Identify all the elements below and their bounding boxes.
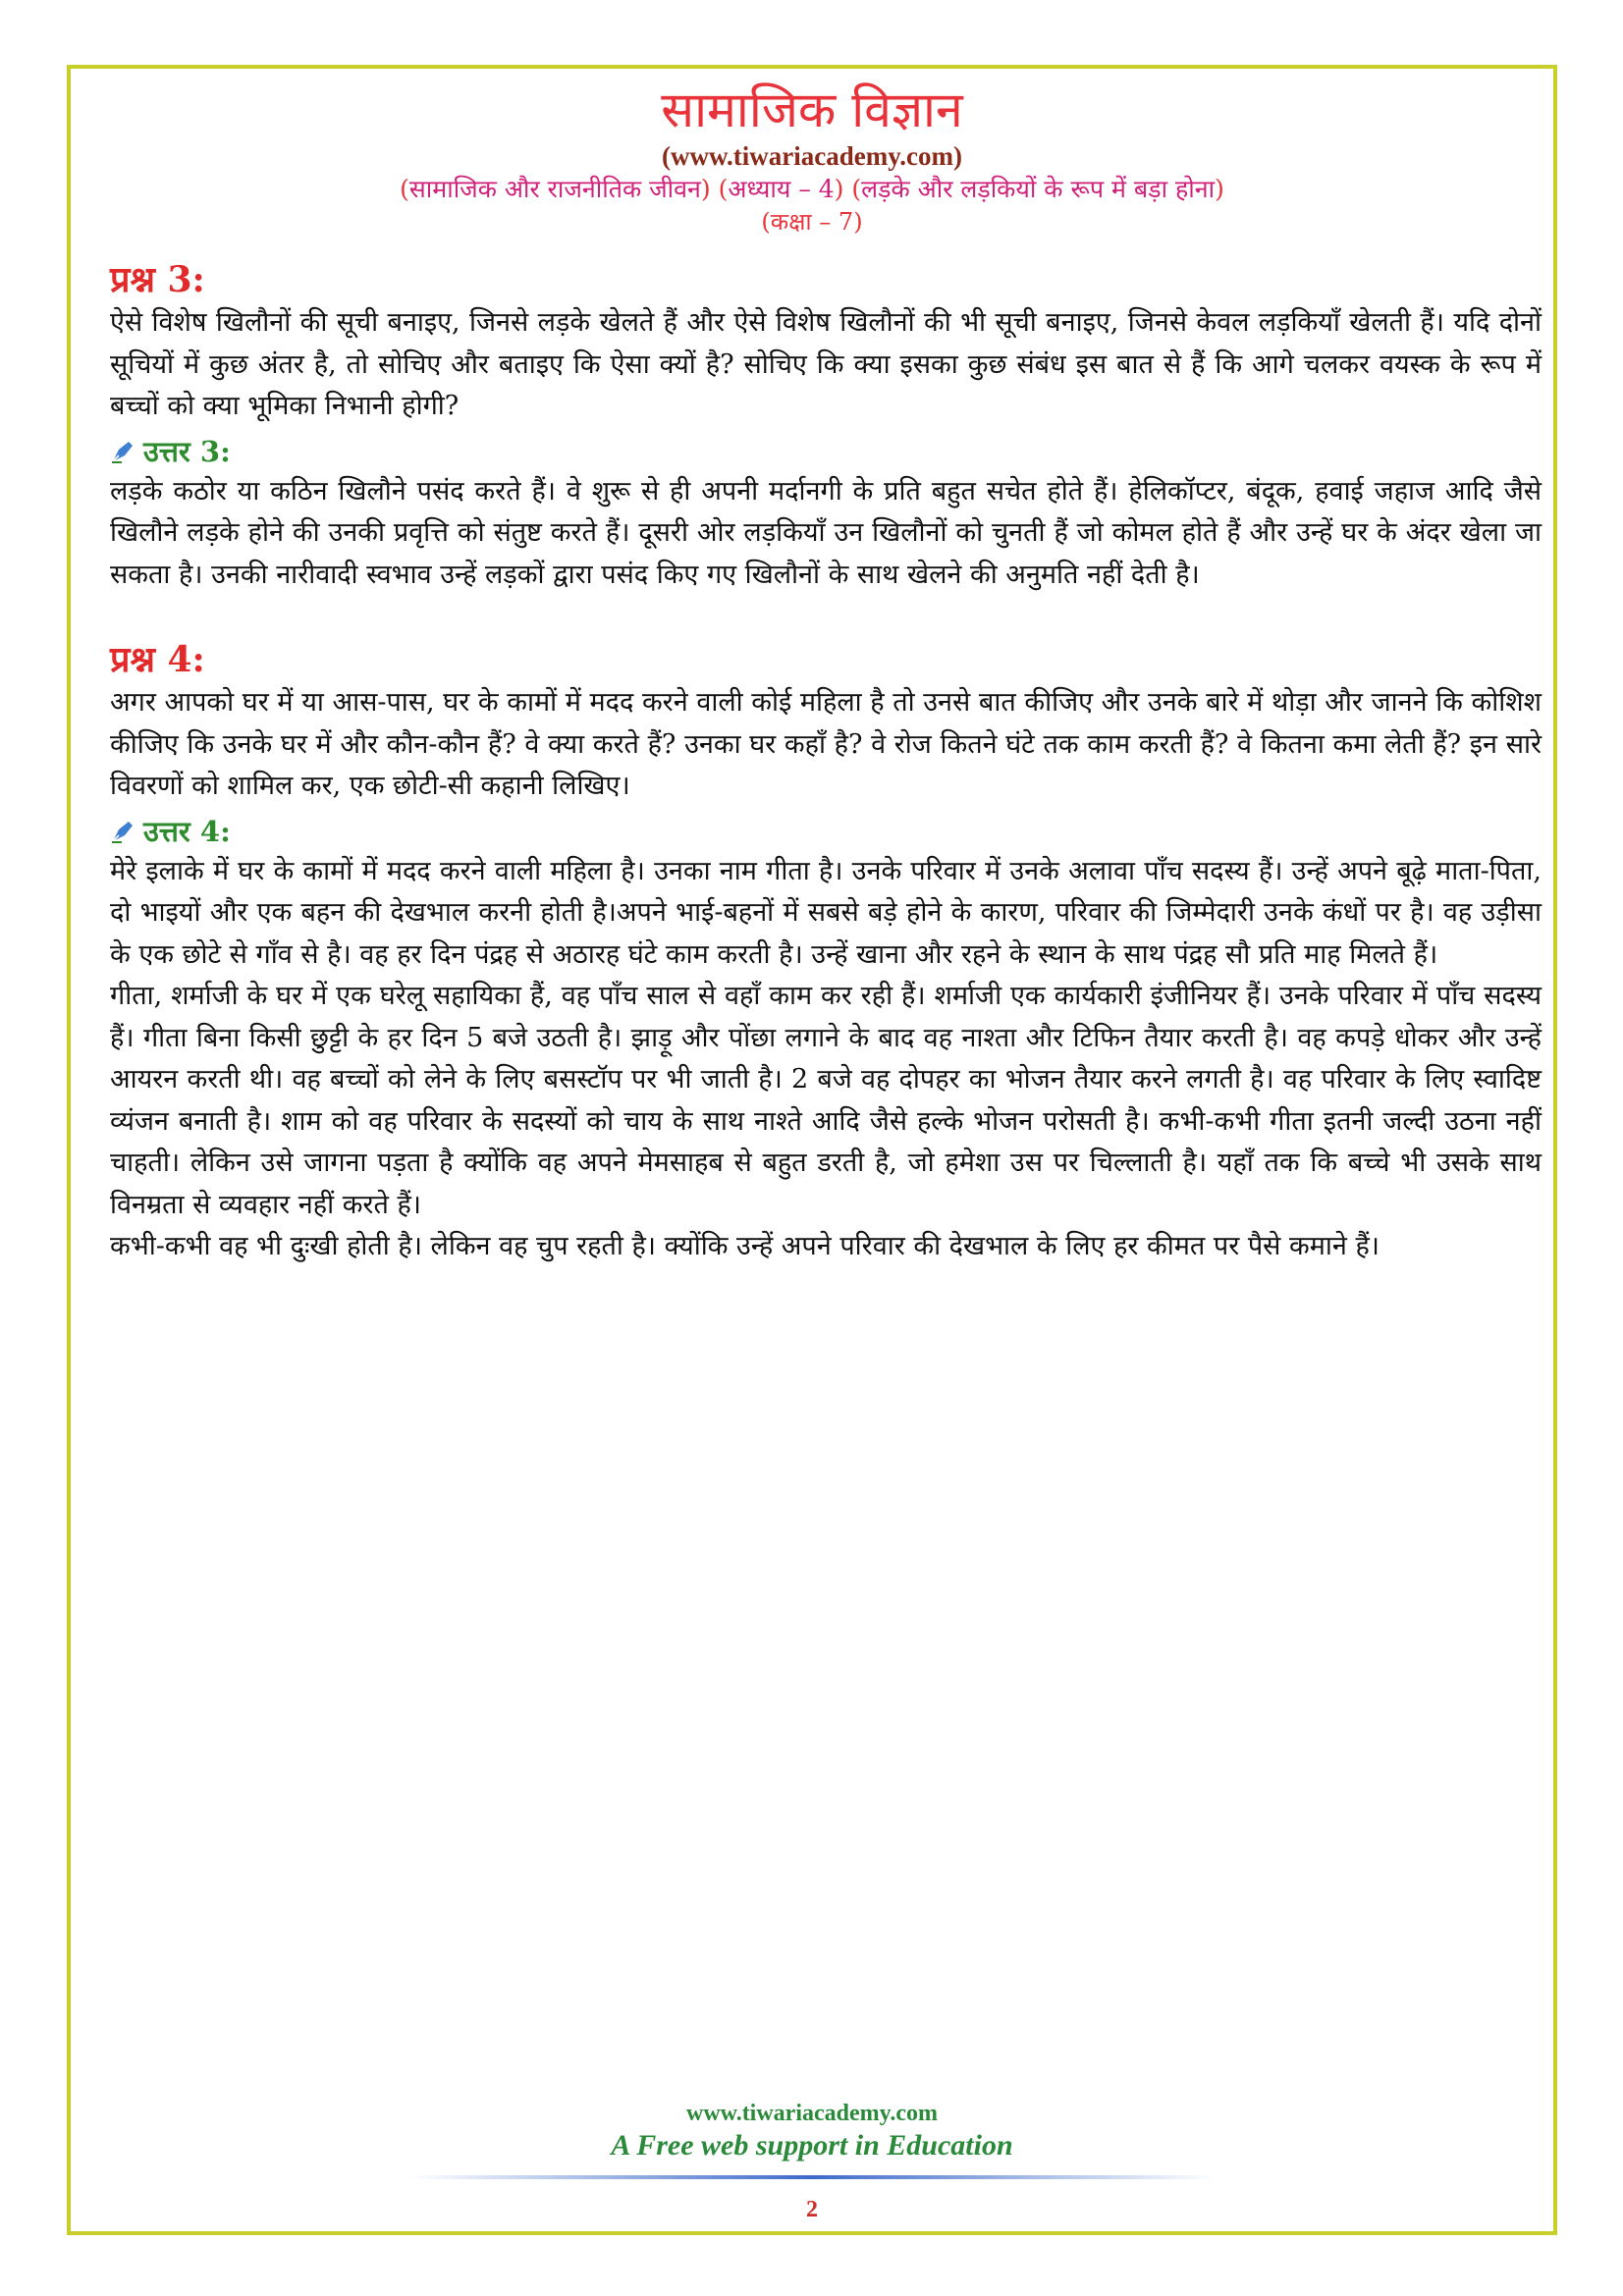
question-3-heading: प्रश्न 3:: [110, 259, 205, 300]
subject-part: सामाजिक और राजनीतिक जीवन: [408, 175, 701, 203]
chapter-subtitle: (सामाजिक और राजनीतिक जीवन) (अध्याय – 4) (लड़के और लड़कियों के रूप में बड़ा होना): [400, 175, 1224, 203]
question-3-text: ऐसे विशेष खिलौनों की सूची बनाइए, जिनसे लड़के खेलते हैं और ऐसे विशेष खिलौनों की भी सूची बनाइए, जिनसे केवल लड़कियाँ खेलती हैं। यदि दोनों सूचियों में कुछ अंतर है, तो सोचिए और बताइए कि ऐसा क्यों है? सोचिए कि क्या इसका कुछ संबंध इस बात से हैं कि आगे चलकर वयस्क के रूप में बच्चों को क्या भूमिका निभानी होगी?: [110, 307, 1542, 421]
question-4-text: अगर आपको घर में या आस-पास, घर के कामों में मदद करने वाली कोई महिला है तो उनसे बात कीजिए और उनके बारे में थोड़ा और जानने कि कोशिश कीजिए कि उनके घर में और कौन-कौन हैं? वे क्या करते हैं? उनका घर कहाँ है? वे रोज कितने घंटे तक काम करती हैं? वे कितना कमा लेती हैं? इन सारे विवरणों को शामिल कर, एक छोटी-सी कहानी लिखिए।: [110, 687, 1542, 801]
site-url: (www.tiwariacademy.com): [662, 141, 962, 171]
answer-3-heading-row: [110, 432, 1542, 471]
page-footer: [71, 2099, 1553, 2224]
answer-4-paragraph: कभी-कभी वह भी दुःखी होती है। लेकिन वह चुप रहती है। क्योंकि उन्हें अपने परिवार की देखभाल के लिए हर कीमत पर पैसे कमाने हैं।: [110, 1231, 1380, 1261]
answer-4-paragraph: गीता, शर्माजी के घर में एक घरेलू सहायिका हैं, वह पाँच साल से वहाँ काम कर रही हैं। शर्माजी एक कार्यकारी इंजीनियर हैं। उनके परिवार में पाँच सदस्य हैं। गीता बिना किसी छुट्टी के हर दिन 5 बजे उठती है। झाड़ू और पोंछा लगाने के बाद वह नाश्ता और टिफिन तैयार करती है। वह कपड़े धोकर और उन्हें आयरन करती थी। वह बच्चों को लेने के लिए बसस्टॉप पर भी जाती है। 2 बजे वह दोपहर का भोजन तैयार करने लगती है। वह परिवार के लिए स्वादिष्ट व्यंजन बनाती है। शाम को वह परिवार के सदस्यों को चाय के साथ नाश्ते आदि जैसे हल्के भोजन परोसती है। कभी-कभी गीता इतनी जल्दी उठना नहीं चाहती। लेकिन उसे जागना पड़ता है क्योंकि वह अपने मेमसाहब से बहुत डरती है, जो हमेशा उस पर चिल्लाती है। यहाँ तक कि बच्चे भी उसके साथ विनम्रता से व्यवहार नहीं करते हैं।: [110, 981, 1542, 1220]
pen-nib-icon: [110, 819, 135, 844]
answer-3-text: लड़के कठोर या कठिन खिलौने पसंद करते हैं। वे शुरू से ही अपनी मर्दानगी के प्रति बहुत सचेत होते हैं। हेलिकॉप्टर, बंदूक, हवाई जहाज आदि जैसे खिलौने लड़के होने की उनकी प्रवृत्ति को संतुष्ट करते हैं। दूसरी ओर लड़कियाँ उन खिलौनों को चुनती हैं जो कोमल होते हैं और उन्हें घर के अंदर खेला जा सकता है। उनकी नारीवादी स्वभाव उन्हें लड़कों द्वारा पसंद किए गए खिलौनों के साथ खेलने की अनुमति नहीं देती है।: [110, 475, 1542, 590]
answer-4-paragraph: मेरे इलाके में घर के कामों में मदद करने वाली महिला है। उनका नाम गीता है। उनके परिवार में उनके अलावा पाँच सदस्य हैं। उन्हें अपने बूढ़े माता-पिता, दो भाइयों और एक बहन की देखभाल करनी होती है।अपने भाई-बहनों में सबसे बड़े होने के कारण, परिवार की जिम्मेदारी उनके कंधों पर है। वह उड़ीसा के एक छोटे से गाँव से है। वह हर दिन पंद्रह से अठारह घंटे काम करती है। उन्हें खाना और रहने के स्थान के साथ पंद्रह सौ प्रति माह मिलते हैं।: [110, 855, 1542, 970]
page-header: [71, 80, 1553, 238]
footer-url: www.tiwariacademy.com: [686, 2101, 938, 2126]
page-title: सामाजिक विज्ञान: [661, 81, 963, 138]
answer-3-heading: उत्तर 3:: [143, 434, 231, 468]
chapter-number: अध्याय – 4: [728, 175, 835, 203]
pen-nib-icon: [110, 439, 135, 464]
class-label: (कक्षा – 7): [761, 208, 863, 236]
answer-4-heading-row: [110, 812, 1542, 851]
question-4-heading: प्रश्न 4:: [110, 639, 205, 680]
footer-tagline: A Free web support in Education: [611, 2129, 1013, 2162]
page-number: 2: [806, 2197, 818, 2222]
answer-4-heading: उत्तर 4:: [143, 814, 231, 848]
chapter-name: लड़के और लड़कियों के रूप में बड़ा होना: [861, 175, 1216, 203]
main-content: [110, 257, 1557, 1268]
footer-divider: [409, 2175, 1215, 2179]
